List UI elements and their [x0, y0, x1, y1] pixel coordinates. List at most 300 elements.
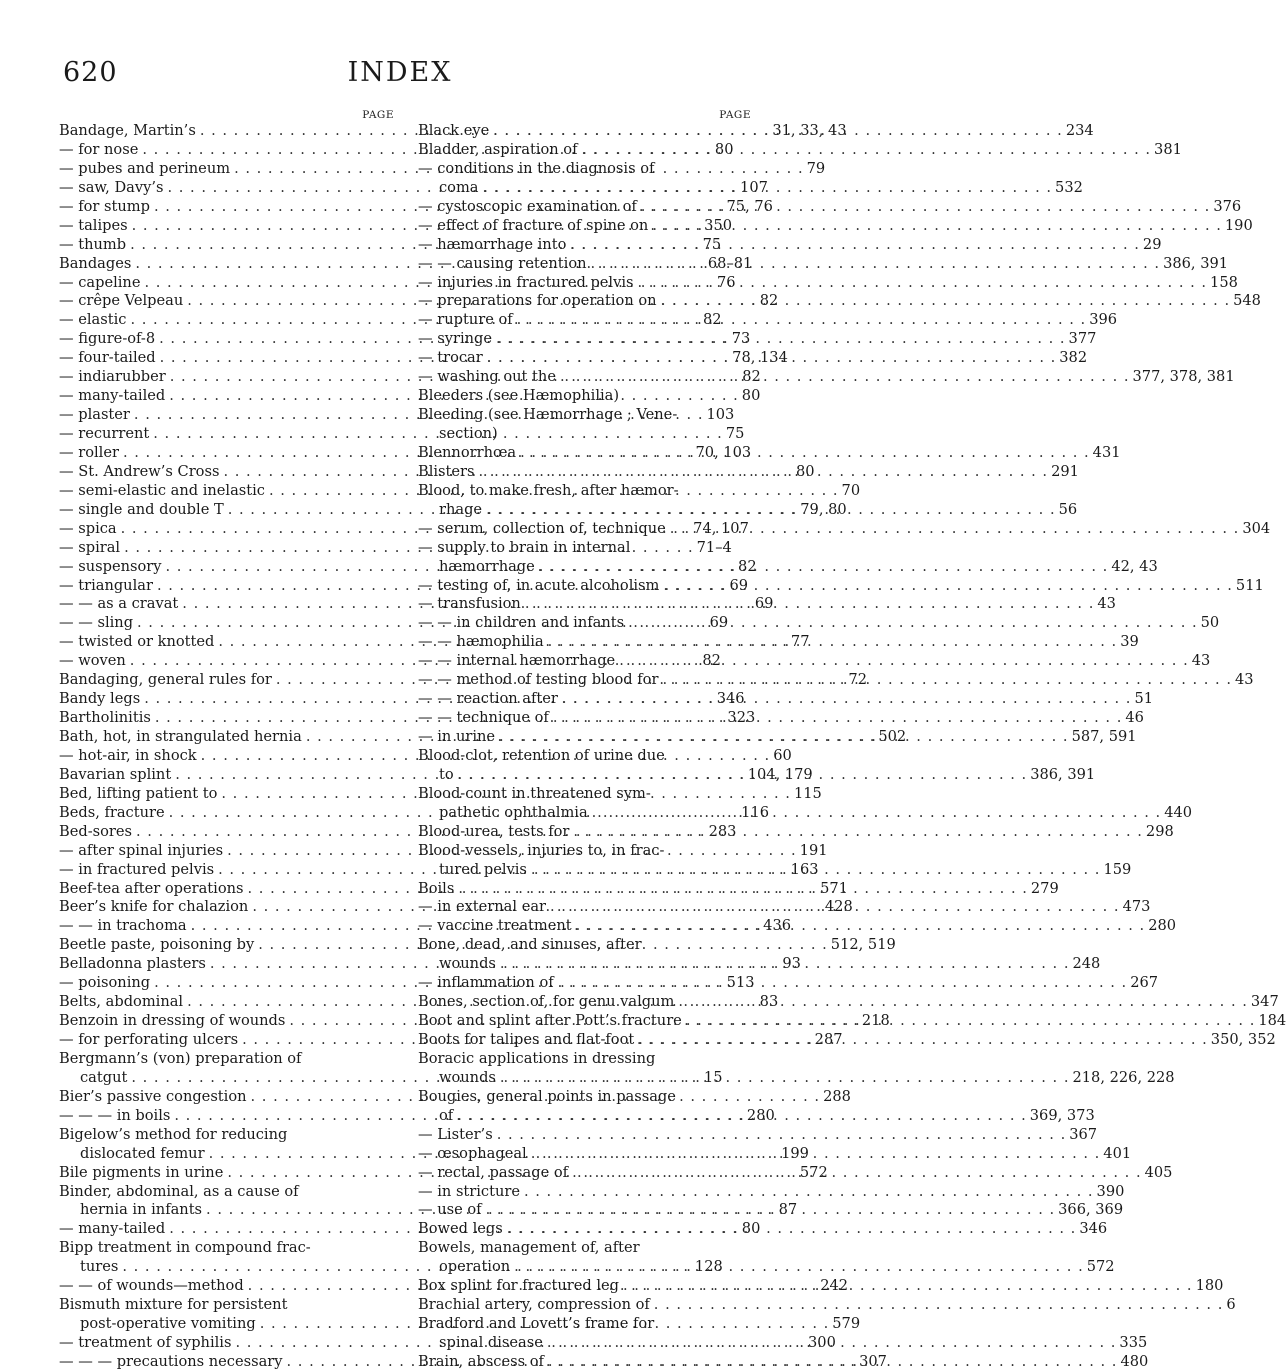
index-entry-term: — for stump: [59, 197, 150, 215]
index-entry: [418, 1296, 1236, 1315]
index-entry: [418, 842, 751, 861]
index-entry-term: Beds, fracture: [59, 803, 165, 821]
index-entry-pages: 512, 519: [830, 936, 896, 954]
index-entry: [418, 1258, 1115, 1277]
index-entry-term: — crêpe Velpeau: [59, 292, 184, 310]
index-entry-pages: 60: [773, 746, 792, 764]
index-entry-term: — syringe: [418, 330, 492, 348]
index-entry-term: Blood-urea, tests for: [418, 822, 570, 840]
index-entry-pages: 71–4: [696, 538, 732, 556]
index-entry: [418, 140, 1182, 160]
page-column-label: PAGE: [362, 109, 394, 121]
dot-leader: [634, 1031, 1208, 1050]
index-entry-term: Boot and splint after Pott’s fracture: [418, 1012, 682, 1030]
dot-leader: [495, 728, 1069, 747]
index-entry-term: — figure-of-8: [59, 330, 156, 348]
index-entry-term: — washing out the: [418, 368, 556, 386]
index-entry-pages: 80: [714, 140, 734, 158]
index-entry-term: — supply to brain in internal: [418, 538, 631, 556]
dot-leader: [566, 236, 1140, 255]
index-entry-term: Black eye: [418, 122, 490, 139]
dot-leader: [657, 292, 1231, 311]
index-entry: [418, 709, 1144, 728]
dot-leader: [454, 880, 1028, 899]
index-entry-term: — — in trachoma: [59, 917, 187, 935]
dot-leader: [520, 1183, 1094, 1202]
index-entry-term: Blood, to make fresh, after hæmor-: [418, 481, 679, 499]
index-entry: [418, 822, 1174, 842]
index-entry-pages: 180: [1195, 1277, 1224, 1295]
index-entry: [59, 1239, 394, 1258]
index-entry-pages: 300: [808, 1334, 836, 1351]
index-entry-pages: 128: [694, 1258, 723, 1276]
index-entry-pages: 69: [709, 614, 729, 632]
index-entry: [418, 406, 751, 425]
index-entry-pages: 50: [1200, 614, 1220, 632]
index-entry-pages: 572: [799, 1163, 828, 1181]
index-entry-term: Brachial artery, compression of: [418, 1296, 650, 1314]
page-header: [0, 57, 800, 97]
index-entry-pages: 184: [1258, 1012, 1286, 1030]
index-entry-term: Bile pigments in urine: [59, 1163, 224, 1181]
index-entry-pages: 287: [814, 1031, 843, 1048]
index-entry-term: operation: [439, 1258, 511, 1276]
index-entry-pages: 532: [1055, 178, 1083, 196]
dot-leader: [544, 1353, 1118, 1372]
index-entry-term: Bipp treatment in compound frac-: [59, 1239, 311, 1257]
index-entry-pages: 346: [1079, 1220, 1108, 1238]
index-entry-term: — talipes: [59, 216, 128, 234]
dot-leader: [503, 1220, 1077, 1239]
index-entry-term: — — as a cravat: [59, 595, 179, 613]
index-entry-pages: 103: [706, 406, 735, 424]
index-entry-pages: 288: [823, 1087, 851, 1105]
dot-leader: [634, 274, 1208, 293]
dot-leader: [516, 444, 1090, 463]
index-entry-term: Belts, abdominal: [59, 993, 184, 1011]
index-entry-term: Bigelow’s method for reducing: [59, 1125, 288, 1143]
index-entry-term: Brain, abscess of: [418, 1352, 544, 1370]
index-entry-pages: 382: [1059, 349, 1088, 367]
index-entry-term: — — — precautions necessary: [59, 1352, 283, 1370]
dot-leader: [535, 558, 1109, 577]
index-entry-term: — many-tailed: [59, 1220, 166, 1238]
index-entry-pages: 46: [1125, 709, 1144, 727]
index-entry-term: — poisoning: [59, 974, 151, 992]
index-entry-pages: 15: [703, 1068, 723, 1086]
dot-leader: [513, 311, 1087, 330]
index-entry-pages: 82: [742, 368, 761, 386]
index-entry-term: — single and double T: [59, 500, 224, 518]
index-entry-pages: 335: [1119, 1334, 1148, 1351]
index-entry-term: — in urine: [418, 728, 496, 745]
index-entry-pages: 82: [738, 557, 757, 575]
index-entry-pages: 31, 33, 43: [772, 122, 847, 139]
index-entry-pages: 75, 76: [726, 197, 773, 215]
dot-leader: [587, 255, 1161, 274]
index-entry-term: catgut: [80, 1068, 128, 1086]
index-entry-term: — for nose: [59, 140, 139, 158]
index-entry-pages: 70, 103: [695, 443, 752, 461]
index-entry: [418, 235, 1162, 255]
index-entry-term: — — hæmophilia: [418, 633, 544, 651]
index-entry-pages: 347: [1250, 993, 1279, 1011]
dot-leader: [482, 501, 1056, 520]
index-entry-term: Blood-vessels, injuries to, in frac-: [418, 841, 665, 859]
index-entry-pages: 548: [1233, 292, 1261, 310]
index-entry-pages: 107: [740, 178, 768, 196]
index-entry-pages: 440: [1164, 803, 1193, 821]
index-entry-pages: 346: [716, 690, 745, 708]
index-entry-term: — rectal, passage of: [418, 1163, 569, 1181]
index-entry-pages: 376: [1213, 197, 1242, 215]
index-entry-pages: 39: [1120, 633, 1139, 651]
index-entry-pages: 473: [1122, 898, 1151, 916]
dot-leader: [558, 690, 1132, 709]
index-entry-pages: 381: [1154, 140, 1182, 158]
index-entry-term: Bougies, general points in passage: [418, 1087, 676, 1105]
dot-leader: [453, 1107, 1027, 1126]
index-entry-term: — St. Andrew’s Cross: [59, 462, 220, 480]
index-entry-term: Binder, abdominal, as a cause of: [59, 1182, 299, 1200]
dot-leader: [615, 652, 1189, 671]
index-entry-term: Boils: [418, 879, 455, 897]
index-entry-term: to: [439, 765, 454, 783]
index-entry-pages: 93: [782, 955, 801, 973]
index-entry-term: Bowed legs: [418, 1220, 503, 1238]
index-entry-pages: 190: [1224, 216, 1253, 234]
index-entry-term: — twisted or knotted: [59, 633, 215, 651]
index-entry-term: Bowels, management of, after: [418, 1239, 640, 1257]
index-entry: [418, 652, 1211, 671]
index-entry-term: Bleeding (see Hæmorrhage ; Vene-: [418, 406, 678, 424]
index-entry-term: — hot-air, in shock: [59, 746, 197, 764]
index-entry-term: — testing of, in acute alcoholism: [418, 576, 660, 594]
index-entry: [418, 425, 751, 444]
index-entry-term: — four-tailed: [59, 349, 156, 367]
index-entry-pages: 42, 43: [1111, 557, 1158, 575]
index-entry: [59, 1183, 394, 1202]
index-entry-pages: 571: [820, 879, 848, 897]
index-entry-term: post-operative vomiting: [80, 1315, 256, 1333]
index-entry-term: — transfusion: [418, 595, 521, 613]
dot-leader: [493, 1126, 1067, 1145]
index-entry-pages: 78, 134: [732, 349, 788, 367]
index-entry-pages: 436: [763, 917, 792, 935]
index-entry-term: Blood-count in threatened sym-: [418, 784, 651, 802]
index-entry-term: — semi-elastic and inelastic: [59, 481, 265, 499]
index-entry-pages: 390: [1096, 1182, 1125, 1200]
index-entry-term: — injuries in fractured pelvis: [418, 273, 634, 291]
index-entry-pages: 73: [731, 330, 751, 348]
index-entry-term: Bismuth mixture for persistent: [59, 1296, 288, 1314]
index-entry-pages: 283: [708, 822, 737, 840]
index-entry: [418, 387, 751, 406]
index-entry: [418, 1068, 1175, 1088]
index-entry-term: rhage: [439, 500, 483, 518]
index-entry-term: Blennorrhœa: [418, 443, 517, 461]
index-entry-term: — elastic: [59, 311, 127, 329]
index-entry-pages: 350, 352: [1210, 1031, 1276, 1048]
dot-leader: [569, 823, 1143, 842]
index-entry-pages: 43: [1097, 595, 1116, 613]
index-entry: [59, 1050, 394, 1069]
index-entry-pages: 587, 591: [1071, 728, 1137, 745]
index-entry-term: — trocar: [418, 349, 483, 367]
index-entry: [418, 747, 751, 766]
index-entry-pages: 75: [702, 235, 722, 253]
index-entry-term: — — causing retention: [418, 254, 587, 272]
index-entry-term: of: [439, 1106, 454, 1124]
index-entry-pages: 74, 107: [693, 519, 749, 537]
dot-leader: [454, 766, 1028, 785]
index-entry-pages: 56: [1058, 500, 1078, 518]
index-entry-pages: 513: [726, 974, 755, 992]
dot-leader: [483, 349, 1057, 368]
index-entry: [418, 330, 1097, 349]
index-entry-term: tured pelvis: [439, 860, 527, 878]
index-entry-term: section): [439, 425, 498, 442]
index-entry-pages: 80: [741, 387, 761, 405]
index-entry-pages: 279: [1030, 879, 1059, 897]
index-entry-pages: 80: [741, 1220, 761, 1238]
index-entry-pages: 572: [1086, 1258, 1115, 1276]
index-entry: [418, 936, 751, 955]
index-entry-pages: 77: [790, 633, 810, 651]
dot-leader: [496, 1069, 1070, 1088]
index-entry-pages: 115: [793, 784, 822, 802]
index-entry-pages: 191: [799, 841, 828, 859]
dot-leader: [682, 1012, 1256, 1031]
index-entry-term: hernia in infants: [80, 1201, 203, 1219]
index-entry-term: — thumb: [59, 235, 127, 253]
index-entry-pages: 386, 391: [1163, 254, 1229, 272]
index-entry: [418, 974, 1159, 993]
index-entry-pages: 218: [861, 1012, 890, 1030]
index-entry-pages: 79, 80: [800, 500, 847, 518]
index-entry-term: Belladonna plasters: [59, 955, 206, 973]
index-entry: [418, 273, 1238, 293]
index-entry-term: Bandage, Martin’s: [59, 122, 196, 139]
index-entry-pages: 428: [824, 898, 853, 916]
page-column-label: PAGE: [719, 109, 751, 121]
index-entry: [418, 690, 1154, 709]
index-entry-term: — Lister’s: [418, 1125, 493, 1143]
index-entry-pages: 69: [729, 576, 749, 594]
index-entry-pages: 323: [727, 709, 756, 727]
dot-leader: [674, 993, 1248, 1012]
index-entry-term: Box splint for fractured leg: [418, 1277, 620, 1295]
index-entry-pages: 82: [702, 311, 722, 329]
index-entry-term: coma: [439, 178, 479, 196]
index-entry-pages: 396: [1089, 311, 1118, 329]
index-entry-term: — — in children and infants: [418, 614, 625, 632]
index-entry-term: — — technique of: [418, 709, 549, 727]
index-entry: [418, 1050, 751, 1069]
dot-leader: [527, 1145, 1101, 1164]
dot-leader: [572, 917, 1146, 936]
index-entry-term: Bier’s passive congestion: [59, 1087, 247, 1105]
index-entry-pages: 6: [1226, 1296, 1236, 1314]
index-entry-term: Bradford and Lovett’s frame for: [418, 1315, 655, 1333]
dot-leader: [482, 1201, 1056, 1220]
index-entry-term: — treatment of syphilis: [59, 1334, 232, 1351]
dot-leader: [544, 633, 1118, 652]
index-entry-term: — in fractured pelvis: [59, 860, 215, 878]
index-entry: [418, 1220, 1108, 1239]
index-entry-pages: 158: [1210, 273, 1238, 291]
index-entry-pages: 83: [759, 993, 779, 1011]
index-entry-pages: 350: [704, 216, 733, 234]
index-entry-term: Bandy legs: [59, 690, 141, 708]
index-entry: [418, 254, 1229, 274]
index-entry: [418, 160, 751, 179]
dot-leader: [492, 330, 1066, 349]
index-entry-pages: 68–81: [707, 254, 753, 272]
index-entry-term: Beef-tea after operations: [59, 879, 244, 897]
index-entry-pages: 304: [1242, 519, 1271, 537]
index-entry-term: — use of: [418, 1201, 482, 1219]
index-entry-pages: 291: [1051, 462, 1079, 480]
index-entry-pages: 82: [702, 652, 721, 670]
index-entry-pages: 87: [778, 1201, 798, 1219]
index-entry-term: — spica: [59, 519, 117, 537]
index-entry-pages: 51: [1134, 690, 1154, 708]
index-entry-term: Bed-sores: [59, 822, 133, 840]
dot-leader: [510, 1258, 1084, 1277]
index-entry-pages: 579: [832, 1315, 861, 1333]
index-entry: [418, 557, 1158, 577]
index-entry-pages: 280: [746, 1106, 775, 1124]
index-entry-pages: 280: [1148, 917, 1177, 935]
index-entry-term: — — internal hæmorrhage: [418, 652, 616, 670]
dot-leader: [521, 595, 1095, 614]
index-entry-pages: 72: [848, 671, 867, 689]
index-entry-term: Bandages: [59, 254, 132, 272]
index-entry: [418, 197, 1242, 217]
index-entry-term: — in external ear: [418, 898, 547, 916]
index-entry-term: — conditions in the diagnosis of: [418, 159, 655, 177]
dot-leader: [658, 671, 1232, 690]
index-entry: [418, 519, 1271, 539]
index-entry-pages: 367: [1069, 1125, 1098, 1143]
index-entry-pages: 199: [781, 1144, 809, 1162]
index-entry-pages: 307: [859, 1352, 887, 1370]
index-entry-term: Bandaging, general rules for: [59, 671, 272, 689]
index-entry-term: — serum, collection of, technique: [418, 519, 666, 537]
dot-leader: [479, 179, 1053, 198]
index-entry-term: Bed, lifting patient to: [59, 784, 218, 802]
index-entry-term: Benzoin in dressing of wounds: [59, 1012, 286, 1030]
index-entry-pages: 248: [1072, 955, 1101, 973]
index-entry: [418, 1182, 1125, 1202]
index-entry-pages: 79: [806, 159, 826, 177]
index-entry-term: — roller: [59, 443, 119, 461]
index-entry-term: — suspensory: [59, 557, 162, 575]
index-entry-term: — woven: [59, 652, 126, 670]
index-entry-term: — pubes and perineum: [59, 159, 231, 177]
index-entry-term: Beer’s knife for chalazion: [59, 898, 249, 916]
dot-leader: [489, 122, 1063, 141]
index-entry-pages: 104, 179: [747, 765, 813, 783]
index-entry-term: — triangular: [59, 576, 153, 594]
dot-leader: [527, 861, 1101, 880]
dot-leader: [475, 463, 1049, 482]
index-entry-term: — — reaction after: [418, 690, 558, 708]
index-entry-term: — — — in boils: [59, 1106, 171, 1124]
index-entry-pages: 75: [725, 425, 745, 442]
index-entry-term: hæmorrhage: [439, 557, 535, 575]
index-entry-pages: 377, 378, 381: [1132, 368, 1235, 386]
index-entry: [418, 785, 751, 804]
index-entry-term: — saw, Davy’s: [59, 178, 164, 196]
index-entry-pages: 70: [841, 481, 861, 499]
index-entry-term: — plaster: [59, 406, 130, 424]
dot-leader: [619, 1277, 1193, 1296]
index-entry-term: — effect of fracture of spine on: [418, 216, 649, 234]
index-entry-pages: 163: [790, 860, 819, 878]
dot-leader: [496, 955, 1070, 974]
dot-leader: [546, 898, 1120, 917]
index-entry-pages: 401: [1103, 1144, 1132, 1162]
index-entry-pages: 76: [717, 273, 736, 291]
index-entry-term: Beetle paste, poisoning by: [59, 936, 255, 954]
index-entry-pages: 386, 391: [1030, 765, 1096, 783]
index-entry: [418, 576, 1264, 596]
index-entry-pages: 431: [1092, 443, 1121, 461]
index-entry-pages: 480: [1120, 1352, 1149, 1370]
index-entry-term: — vaccine treatment: [418, 917, 572, 935]
dot-leader: [666, 520, 1240, 539]
index-entry: [418, 216, 1253, 236]
index-entry-term: — in stricture: [418, 1182, 520, 1200]
index-entry-term: Bath, hot, in strangulated hernia: [59, 728, 302, 745]
index-entry-pages: 511: [1235, 576, 1264, 594]
index-entry-term: — hæmorrhage into: [418, 235, 567, 253]
index-entry-term: Bartholinitis: [59, 709, 151, 727]
index-entry-pages: 218, 226, 228: [1072, 1068, 1175, 1086]
index-entry-pages: 82: [759, 292, 779, 310]
index-entry-term: Blisters: [418, 462, 475, 480]
index-entry: [59, 1126, 394, 1145]
index-entry-term: wounds: [439, 1068, 496, 1086]
index-entry-pages: 405: [1144, 1163, 1173, 1181]
index-entry-term: Bladder, aspiration of: [418, 140, 578, 158]
index-entry-term: Bavarian splint: [59, 765, 172, 783]
index-entry-term: — recurrent: [59, 425, 150, 442]
index-entry-term: — after spinal injuries: [59, 841, 224, 859]
index-entry-term: — — method of testing blood for: [418, 671, 659, 689]
index-entry-pages: 298: [1145, 822, 1174, 840]
index-entry: [418, 1315, 751, 1334]
index-entry-pages: 366, 369: [1058, 1201, 1124, 1219]
index-entry-term: — indiarubber: [59, 368, 166, 386]
dot-leader: [554, 974, 1128, 993]
index-entry-pages: 69: [754, 595, 774, 613]
dot-leader: [624, 614, 1198, 633]
index-entry-term: — œsophageal: [418, 1144, 527, 1162]
index-entry-term: — — of wounds—method: [59, 1277, 244, 1295]
page-title: INDEX: [347, 57, 453, 88]
index-entry: [418, 539, 751, 558]
dot-leader: [549, 709, 1123, 728]
index-entry-term: Bones, section of, for genu valgum: [418, 993, 675, 1011]
index-entry-term: — rupture of: [418, 311, 513, 329]
index-entry-pages: 80: [795, 462, 815, 480]
index-entry-term: Blood-clot, retention of urine due: [418, 746, 665, 764]
index-entry-term: Boots for talipes and flat-foot: [418, 1031, 635, 1048]
index-entry: [418, 1239, 751, 1258]
